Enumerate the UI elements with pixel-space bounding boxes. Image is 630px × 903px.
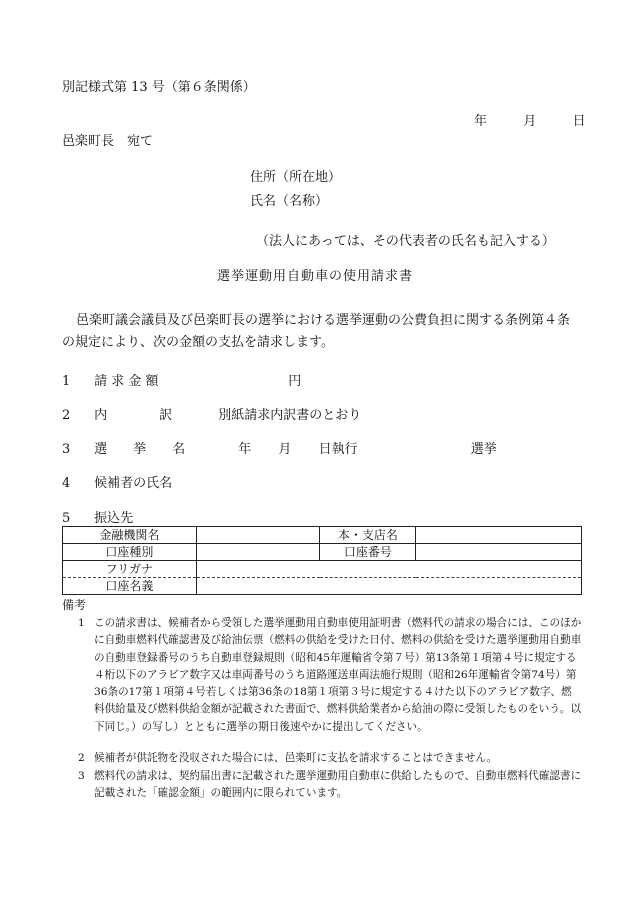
- account-holder-field[interactable]: [196, 578, 581, 595]
- bank-name-label: 金融機関名: [63, 527, 197, 544]
- item-number: 5: [62, 511, 71, 526]
- breakdown-value: 別紙請求内訳書のとおり: [218, 408, 362, 423]
- item-label: 選 挙 名: [94, 442, 186, 457]
- item-number: 1: [62, 374, 71, 389]
- address-label: 住所（所在地）: [250, 170, 342, 185]
- date-day-label: 日: [572, 114, 586, 129]
- account-number-field[interactable]: [416, 544, 582, 561]
- date-year-label: 年: [474, 114, 488, 129]
- date-month-label: 月: [523, 114, 537, 129]
- note-item: [78, 750, 582, 767]
- furigana-label: フリガナ: [63, 561, 197, 578]
- name-label: 氏名（名称）: [250, 194, 329, 209]
- table-row: [63, 561, 582, 578]
- representative-note: （法人にあっては、その代表者の氏名も記入する）: [256, 234, 555, 249]
- notes-heading: 備考: [62, 598, 87, 612]
- amount-yen-label: 円: [288, 374, 302, 389]
- election-month-label: 月: [278, 442, 292, 457]
- table-row: [63, 578, 582, 595]
- note-item: [78, 615, 582, 736]
- item-candidate-name: [62, 475, 172, 492]
- election-day-label: 日執行: [318, 442, 358, 457]
- note-text: 燃料代の請求は、契約届出書に記載された選挙運動用自動車に供給したもので、自動車燃料代確認書に記載された「確認金額」の範囲内に限られています。: [94, 770, 582, 800]
- account-holder-label: 口座名義: [63, 578, 197, 595]
- account-type-field[interactable]: [196, 544, 320, 561]
- table-row: [63, 527, 582, 544]
- note-text: 候補者が供託物を没収された場合には、邑楽町に支払を請求することはできません。: [94, 752, 498, 764]
- date-line: [474, 113, 586, 130]
- election-suffix: 選挙: [470, 442, 497, 457]
- item-number: 2: [62, 408, 71, 423]
- branch-label: 本・支店名: [320, 527, 416, 544]
- addressee: 邑楽町長 宛て: [62, 134, 154, 149]
- item-label: 候補者の氏名: [94, 476, 173, 491]
- item-transfer-destination: [62, 510, 133, 527]
- item-label: 請 求 金 額: [94, 374, 159, 389]
- furigana-field[interactable]: [196, 561, 581, 578]
- election-year-label: 年: [238, 442, 252, 457]
- item-breakdown: [62, 407, 361, 424]
- account-number-label: 口座番号: [320, 544, 416, 561]
- bank-account-table: [62, 526, 582, 595]
- item-label: 内 訳: [94, 408, 173, 423]
- note-item: [78, 768, 582, 803]
- request-body: 邑楽町議会議員及び邑楽町長の選挙における選挙運動の公費負担に関する条例第４条の規定により、次の金額の支払を請求します。: [62, 313, 571, 350]
- item-label: 振込先: [94, 511, 134, 526]
- note-text: この請求書は、候補者から受領した選挙運動用自動車使用証明書（燃料代の請求の場合には、このほかに自動車燃料代確認書及び給油伝票（燃料の供給を受けた日付、燃料の供給を受けた選挙運動用自動車の自動車登録番号のうち自動車登録規則（昭和45年運輸省令第７号）第13条第１項第４号に規定する４桁以下のアラビア数字又は車両番号のうち道路運送車両法施行規則（昭和26年運輸省令第74号）第36条の17第１項第４号若しくは第36条の18第１項第３号に規定する４けた以下のアラビア数字、燃料供給量及び燃料供給金額が記載された書面で、燃料供給業者から給油の際に受領したものをいう。以下同じ。）の写し）とともに選挙の期日後速やかに提出してください。: [94, 617, 582, 733]
- item-number: 3: [62, 442, 71, 457]
- table-row: [63, 544, 582, 561]
- request-body-text: [62, 310, 582, 354]
- item-amount: [62, 373, 301, 390]
- form-number-label: 別記様式第 13 号（第６条関係）: [62, 80, 256, 95]
- bank-name-field[interactable]: [196, 527, 320, 544]
- note-number: 1: [78, 617, 85, 629]
- note-number: 3: [78, 770, 85, 782]
- item-number: 4: [62, 476, 71, 491]
- item-election-name: [62, 441, 497, 458]
- document-title: 選挙運動用自動車の使用請求書: [216, 269, 413, 284]
- note-number: 2: [78, 752, 85, 764]
- account-type-label: 口座種別: [63, 544, 197, 561]
- branch-field[interactable]: [416, 527, 582, 544]
